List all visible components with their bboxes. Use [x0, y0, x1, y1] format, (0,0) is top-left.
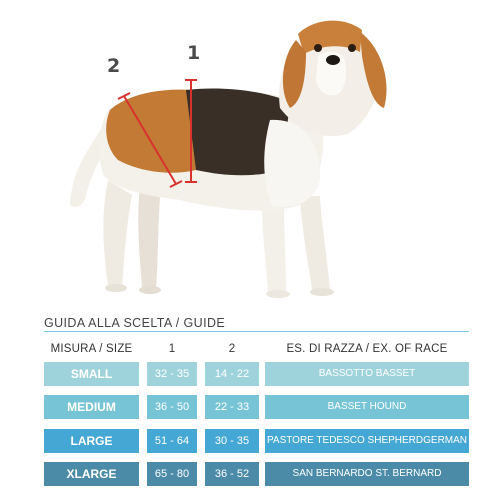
measure1-cell-medium: 36 - 50 — [147, 395, 197, 419]
size-cell-small: SMALL — [44, 362, 139, 386]
size-cell-large: LARGE — [44, 429, 139, 453]
header-size: MISURA / SIZE — [50, 343, 133, 355]
race-cell-large: PASTORE TEDESCO SHEPHERDGERMAN — [265, 429, 469, 453]
guide-title: GUIDA ALLA SCELTA / GUIDE — [44, 316, 226, 330]
measure-label-2: 2 — [107, 55, 121, 77]
size-cell-xlarge: XLARGE — [44, 462, 139, 486]
guide-divider — [44, 331, 469, 332]
size-cell-medium: MEDIUM — [44, 395, 139, 419]
race-cell-medium: BASSET HOUND — [265, 395, 469, 419]
header-race: ES. DI RAZZA / EX. OF RACE — [286, 343, 448, 355]
header-measure-2: 2 — [228, 343, 236, 355]
measure1-cell-xlarge: 65 - 80 — [147, 462, 197, 486]
header-measure-1: 1 — [168, 343, 176, 355]
measure2-cell-xlarge: 36 - 52 — [205, 462, 259, 486]
race-cell-small: BASSOTTO BASSET — [265, 362, 469, 386]
measure2-cell-medium: 22 - 33 — [205, 395, 259, 419]
measure1-cell-large: 51 - 64 — [147, 429, 197, 453]
measure1-cell-small: 32 - 35 — [147, 362, 197, 386]
race-cell-xlarge: SAN BERNARDO ST. BERNARD — [265, 462, 469, 486]
measure2-cell-large: 30 - 35 — [205, 429, 259, 453]
measure2-cell-small: 14 - 22 — [205, 362, 259, 386]
measure-label-1: 1 — [187, 42, 201, 64]
